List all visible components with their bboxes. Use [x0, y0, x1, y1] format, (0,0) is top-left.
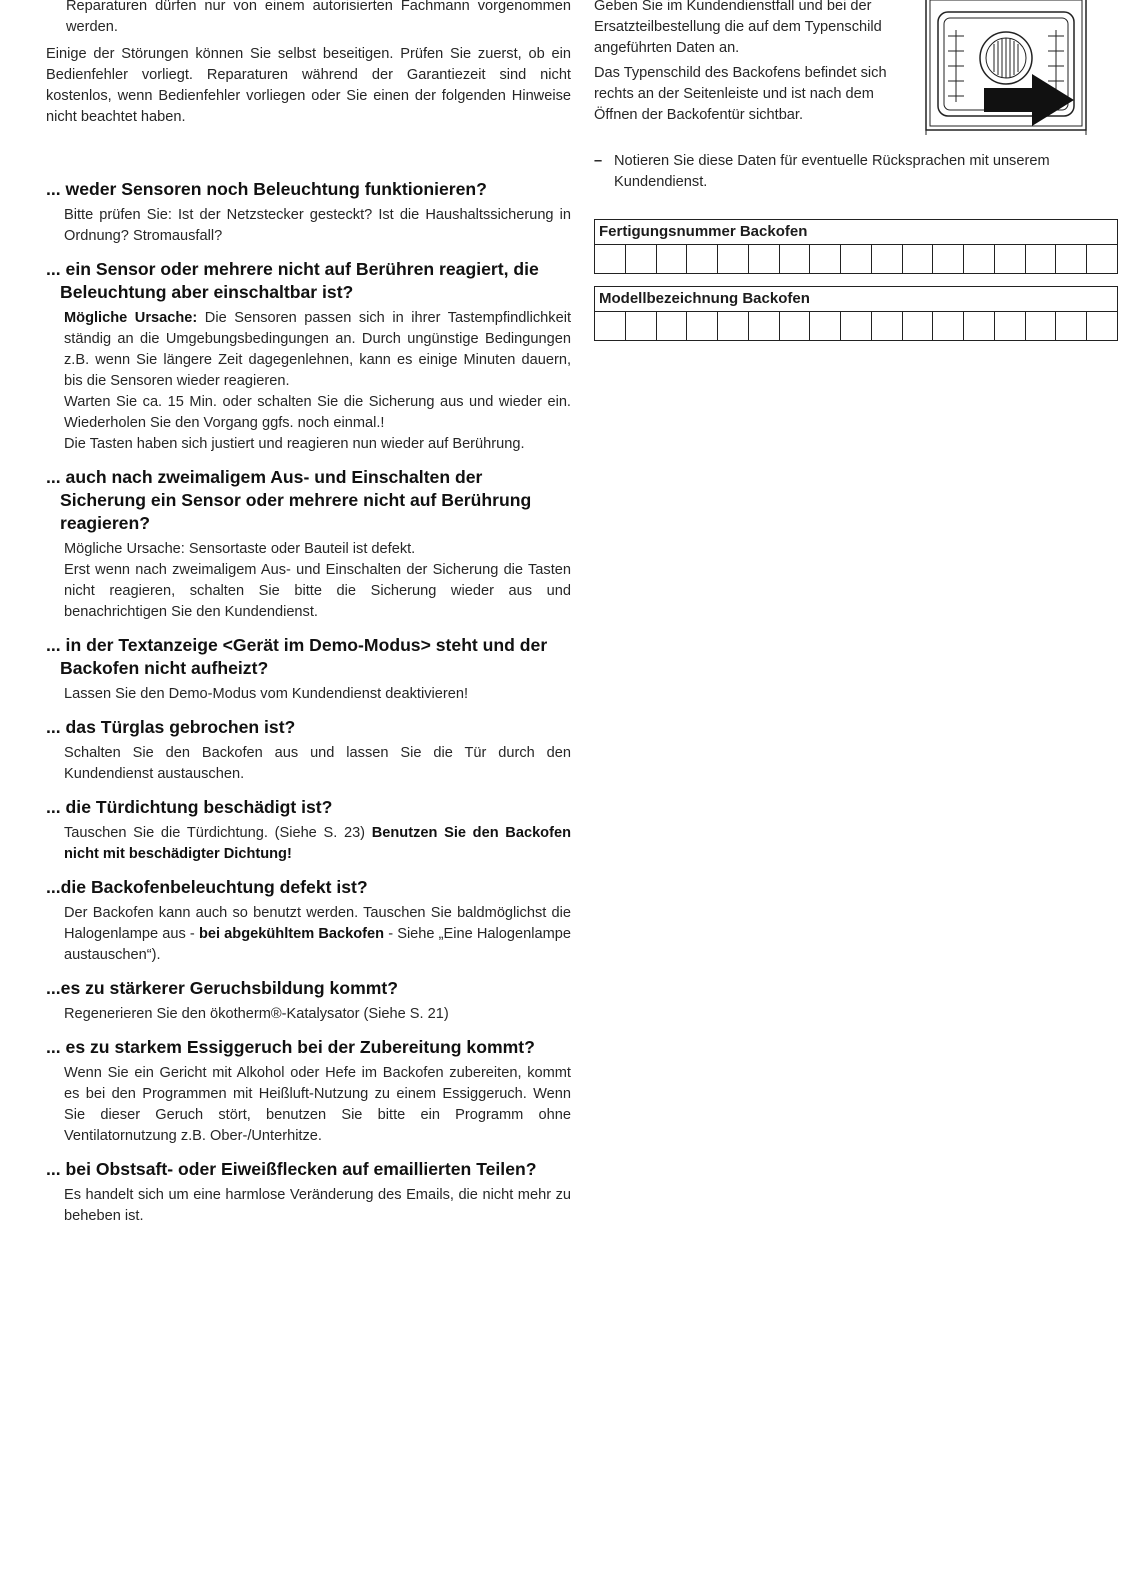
faq-item: [46, 1158, 571, 1227]
entry-cell[interactable]: [903, 245, 934, 273]
entry-cell[interactable]: [1056, 312, 1087, 340]
faq-answer: Mögliche Ursache: Sensortaste oder Bauteil ist defekt.: [64, 541, 416, 557]
model-name-cells: [595, 312, 1117, 340]
faq-answer: Mögliche Ursache: Die Sensoren passen sich in ihrer Tastempfindlichkeit ständig an die Umgebungsbedingungen an. Durch ungünstige Bedingungen z.B. wenn Sie längere Zeit dagegenlehnen, kann es einige Minuten dauern, bis die Sensoren wieder reagieren.: [64, 310, 571, 389]
entry-cell[interactable]: [933, 245, 964, 273]
faq-item: [46, 466, 571, 623]
right-column: [594, 0, 1118, 353]
entry-cell[interactable]: [1026, 245, 1057, 273]
faq-item: [46, 876, 571, 966]
faq-answer: Erst wenn nach zweimaligem Aus- und Einschalten der Sicherung die Tasten nicht reagieren, schalten Sie bitte die Sicherung wieder aus und benachrichtigen Sie den Kundendienst.: [64, 562, 571, 620]
entry-cell[interactable]: [964, 312, 995, 340]
faq-item: [46, 634, 571, 705]
faq-item: [46, 716, 571, 785]
faq-question: ... es zu starkem Essiggeruch bei der Zubereitung kommt?: [46, 1037, 535, 1057]
intro-warning: Reparaturen dürfen nur von einem autorisierten Fachmann vorgenommen werden.: [66, 0, 571, 35]
entry-cell[interactable]: [1056, 245, 1087, 273]
faq-answer: Schalten Sie den Backofen aus und lassen Sie die Tür durch den Kundendienst austauschen.: [64, 745, 571, 782]
faq-question: ... ein Sensor oder mehrere nicht auf Berühren reagiert, die Beleuchtung aber einschaltbar ist?: [46, 259, 539, 302]
faq-question: ... das Türglas gebrochen ist?: [46, 717, 296, 737]
faq-answer: Die Tasten haben sich justiert und reagieren nun wieder auf Berührung.: [64, 436, 525, 452]
faq-question: ... weder Sensoren noch Beleuchtung funktionieren?: [46, 179, 487, 199]
entry-cell[interactable]: [595, 312, 626, 340]
entry-cell[interactable]: [780, 312, 811, 340]
faq-question: ... bei Obstsaft- oder Eiweißflecken auf emaillierten Teilen?: [46, 1159, 537, 1179]
entry-cell[interactable]: [810, 245, 841, 273]
serial-number-table: [594, 219, 1118, 274]
entry-cell[interactable]: [687, 245, 718, 273]
entry-cell[interactable]: [872, 312, 903, 340]
serial-number-cells: [595, 245, 1117, 273]
faq-answer: Warten Sie ca. 15 Min. oder schalten Sie die Sicherung aus und wieder ein. Wiederholen Sie den Vorgang ggfs. noch einmal.!: [64, 394, 571, 431]
faq-item: [46, 258, 571, 455]
faq-item: [46, 977, 571, 1025]
note-item: – Notieren Sie diese Daten für eventuelle Rücksprachen mit unserem Kundendienst.: [594, 153, 1050, 190]
serial-number-title: Fertigungsnummer Backofen: [595, 220, 1117, 245]
entry-cell[interactable]: [657, 245, 688, 273]
type-plate-location: Das Typenschild des Backofens befindet sich rechts an der Seitenleiste und ist nach dem Öffnen der Backofentür sichtbar.: [594, 65, 887, 123]
entry-cell[interactable]: [749, 245, 780, 273]
entry-cell[interactable]: [995, 245, 1026, 273]
entry-cell[interactable]: [1087, 312, 1117, 340]
intro-paragraph: Einige der Störungen können Sie selbst beseitigen. Prüfen Sie zuerst, ob ein Bedienfehler vorliegt. Reparaturen während der Garantiezeit sind nicht kostenlos, wenn Bedienfehler vorliegen oder Sie einen der folgenden Hinweise nicht beachtet haben.: [46, 46, 571, 125]
entry-cell[interactable]: [749, 312, 780, 340]
faq-question: ...die Backofenbeleuchtung defekt ist?: [46, 877, 368, 897]
faq-item: [46, 178, 571, 247]
entry-cell[interactable]: [841, 245, 872, 273]
entry-cell[interactable]: [995, 312, 1026, 340]
entry-cell[interactable]: [718, 312, 749, 340]
entry-cell[interactable]: [718, 245, 749, 273]
entry-cell[interactable]: [1087, 245, 1117, 273]
faq-answer: Regenerieren Sie den ökotherm®-Katalysator (Siehe S. 21): [64, 1006, 449, 1022]
cause-label: Mögliche Ursache:: [64, 310, 198, 326]
model-name-table: [594, 286, 1118, 341]
faq-answer: Der Backofen kann auch so benutzt werden. Tauschen Sie baldmöglichst die Halogenlampe aus - bei abgekühltem Backofen - Siehe „Eine Halogenlampe austauschen“).: [64, 905, 572, 963]
faq-answer: Lassen Sie den Demo-Modus vom Kundendienst deaktivieren!: [64, 686, 468, 702]
faq-item: [46, 796, 571, 865]
faq-answer: Bitte prüfen Sie: Ist der Netzstecker gesteckt? Ist die Haushaltssicherung in Ordnung? Stromausfall?: [64, 207, 571, 244]
faq-answer: Es handelt sich um eine harmlose Veränderung des Emails, die nicht mehr zu beheben ist.: [64, 1187, 571, 1224]
entry-cell[interactable]: [626, 312, 657, 340]
entry-cell[interactable]: [595, 245, 626, 273]
entry-cell[interactable]: [810, 312, 841, 340]
entry-cell[interactable]: [657, 312, 688, 340]
entry-cell[interactable]: [626, 245, 657, 273]
faq-question: ...es zu stärkerer Geruchsbildung kommt?: [46, 978, 398, 998]
entry-cell[interactable]: [933, 312, 964, 340]
entry-cell[interactable]: [1026, 312, 1057, 340]
faq-answer: Wenn Sie ein Gericht mit Alkohol oder Hefe im Backofen zubereiten, kommt es bei den Programmen mit Heißluft-Nutzung zu einem Essiggeruch. Wenn Sie dieser Geruch stört, benutzen Sie bitte ein Programm ohne Ventilatornutzung z.B. Ober-/Unterhitze.: [64, 1065, 571, 1144]
entry-cell[interactable]: [780, 245, 811, 273]
entry-cell[interactable]: [872, 245, 903, 273]
entry-cell[interactable]: [687, 312, 718, 340]
entry-cell[interactable]: [964, 245, 995, 273]
faq-question: ... die Türdichtung beschädigt ist?: [46, 797, 333, 817]
left-column: [46, 0, 571, 1238]
entry-cell[interactable]: [903, 312, 934, 340]
entry-cell[interactable]: [841, 312, 872, 340]
faq-answer: Tauschen Sie die Türdichtung. (Siehe S. 23) Benutzen Sie den Backofen nicht mit beschädigter Dichtung!: [64, 825, 571, 862]
model-name-title: Modellbezeichnung Backofen: [595, 287, 1117, 312]
type-plate-info: Geben Sie im Kundendienstfall und bei der Ersatzteilbestellung die auf dem Typenschild angeführten Daten an.: [594, 0, 882, 56]
faq-item: [46, 1036, 571, 1147]
oven-illustration: [924, 0, 1089, 136]
faq-question: ... in der Textanzeige <Gerät im Demo-Modus> steht und der Backofen nicht aufheizt?: [46, 635, 548, 678]
faq-question: ... auch nach zweimaligem Aus- und Einschalten der Sicherung ein Sensor oder mehrere nicht auf Berührung reagieren?: [46, 467, 532, 533]
